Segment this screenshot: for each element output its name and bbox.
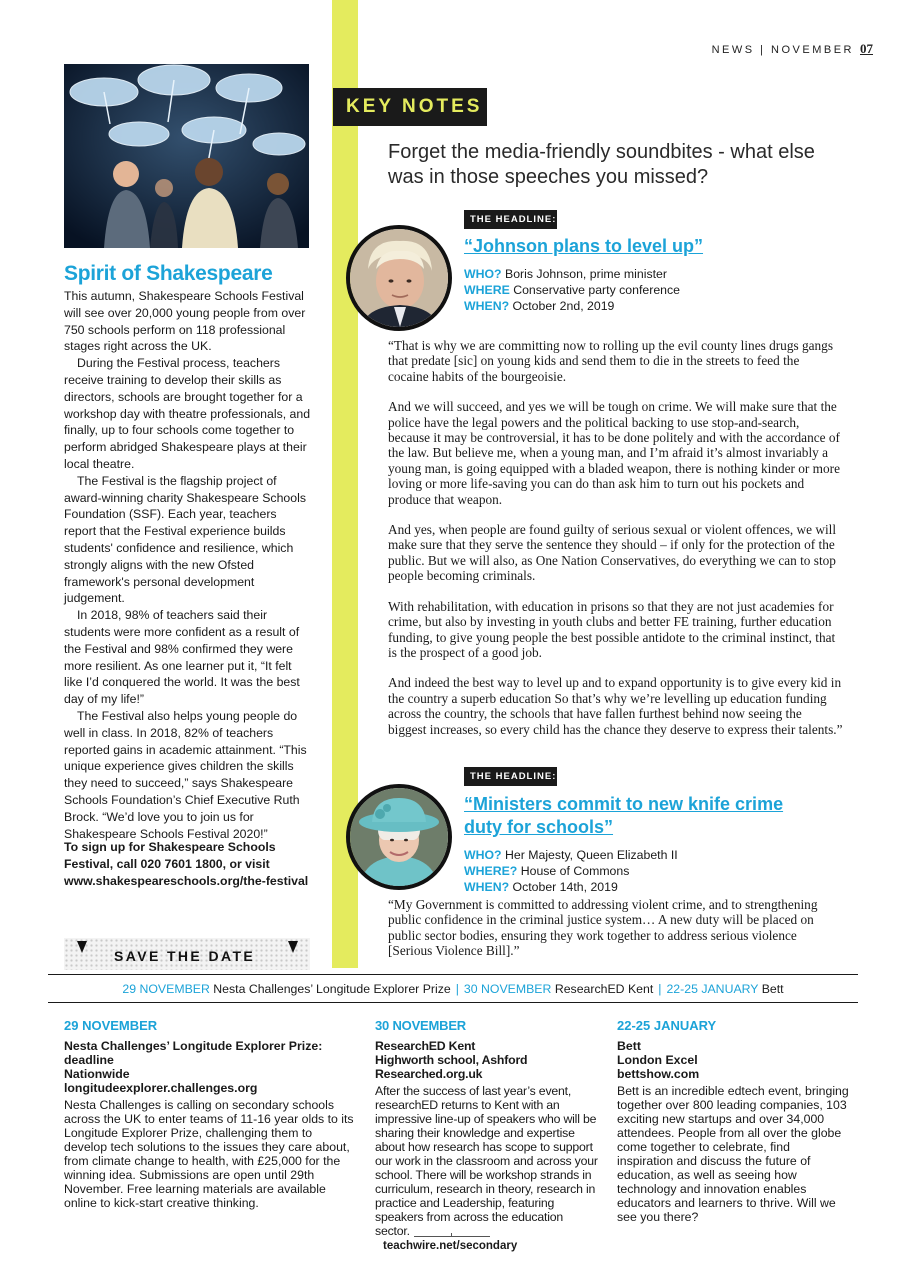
headline-line: “Ministers commit to new knife crime <box>464 794 784 814</box>
event-title-line: Researched.org.uk <box>375 1067 483 1081</box>
meta-value: Her Majesty, Queen Elizabeth II <box>505 848 678 862</box>
article-title: Spirit of Shakespeare <box>64 262 273 285</box>
meta-when <box>464 879 678 895</box>
meta-key: WHO? <box>464 848 502 862</box>
triangle-marker-icon <box>77 941 87 953</box>
event-title-line: London Excel <box>617 1053 698 1067</box>
event-date: 29 NOVEMBER <box>64 1018 158 1033</box>
strip-date: 22-25 JANUARY <box>666 982 759 996</box>
divider <box>48 974 858 975</box>
quote-paragraph: “My Government is committed to addressing violent crime, and to strengthening public confidence in the criminal justice system… A new duty will be placed on public sector bodies, ensuring they work together to address serious violence [Serious Violence Bill].” <box>388 897 818 959</box>
meta-who <box>464 847 678 863</box>
divider <box>48 1002 858 1003</box>
signup-callout: To sign up for Shakespeare Schools Festival, call 020 7601 1800, or visit www.shakespeareschools.org/the-festival <box>64 840 309 888</box>
event-column <box>64 1019 354 1210</box>
meta-value: Boris Johnson, prime minister <box>505 267 667 281</box>
article-paragraph: During the Festival process, teachers receive training to develop their skills as directors, schools are brought together for a workshop day with theatre professionals, and finally, up to four schools come together to perform abridged Shakespeare plays at their local theatre. <box>64 356 311 471</box>
event-column <box>375 1019 601 1238</box>
speech-quote <box>388 897 843 974</box>
event-body: After the success of last year’s event, researchED returns to Kent with an impressive line-up of speakers who will be sharing their knowledge and expertise about how research has scope to support our work in the classroom and across your school. There will be workshop strands in curriculum, research in theory, research in practice and Leadership, featuring speakers from across the education sector. <box>375 1084 598 1238</box>
portrait-johnson <box>346 225 452 331</box>
portrait-queen-illustration <box>350 788 448 886</box>
festival-photo <box>64 64 309 248</box>
portrait-queen <box>346 784 452 890</box>
page-number: 07 <box>860 41 873 56</box>
meta-value: House of Commons <box>520 864 630 878</box>
meta-value: October 2nd, 2019 <box>512 299 615 313</box>
key-notes-intro: Forget the media-friendly soundbites - what else was in those speeches you missed? <box>388 141 815 188</box>
key-notes-label: KEY NOTES <box>333 88 487 126</box>
event-title <box>617 1039 849 1081</box>
meta-key: WHEN? <box>464 299 510 313</box>
event-title <box>64 1039 354 1095</box>
quote-paragraph: And yes, when people are found guilty of serious sexual or violent offences, we will make sure that they serve the sentence they should – if only for the protection of the public. But we will also, as One Nation Conservatives, do everything we can to stop people becoming criminals. <box>388 522 837 584</box>
save-the-date-banner <box>64 938 310 970</box>
section-label: NEWS | NOVEMBER <box>711 44 854 56</box>
event-date: 30 NOVEMBER <box>375 1018 466 1033</box>
event-column <box>617 1019 849 1224</box>
strip-text: ResearchED Kent <box>554 982 654 996</box>
festival-photo-illustration <box>64 64 309 248</box>
article-paragraph: In 2018, 98% of teachers said their students were more confident as a result of the Festival and 98% confirmed they were more resilient. As one learner put it, “It felt like I’d conquered the world. It was the best day of my life!” <box>64 608 300 707</box>
strip-date: 29 NOVEMBER <box>122 982 210 996</box>
meta-block <box>464 266 680 314</box>
quote-paragraph: And we will succeed, and yes we will be tough on crime. We will make sure that the police have the legal powers and the political backing to use stop-and-search, because it may be controversial, it has to be done politely and with the accordance of the law. But believe me, when a young man, and I’m afraid it’s almost invariably a young man, is going equipped with a bladed weapon, there is nothing kinder or more loving or more life-saving you can do than ask him to turn out his pockets and produce that weapon. <box>388 399 840 507</box>
headline-title <box>464 793 783 839</box>
meta-block <box>464 847 678 895</box>
event-title-line: longitudeexplorer.challenges.org <box>64 1081 258 1095</box>
quote-paragraph: With rehabilitation, with education in prisons so that they are not just academies for crime, but also by investing in youth clubs and better FE training, further education funding, to give young people the best possible antidote to the criminal instinct, that is the prospect of a good job. <box>388 598 836 660</box>
meta-key: WHO? <box>464 267 502 281</box>
event-date: 22-25 JANUARY <box>617 1018 717 1033</box>
strip-text: Nesta Challenges’ Longitude Explorer Prize <box>213 982 451 996</box>
speech-quote <box>388 338 843 752</box>
meta-value: Conservative party conference <box>513 283 680 297</box>
event-body: Nesta Challenges is calling on secondary schools across the UK to enter teams of 11-16 year olds to its Longitude Explorer Prize, challenging them to develop tech solutions to the issues they care about, from climate change to health, with £25,000 for the winning idea. Submissions are open until 29th November. Free learning materials are available online to kick-start creative thinking. <box>64 1098 354 1210</box>
save-the-date-label: SAVE THE DATE <box>114 948 256 964</box>
headline-tag: THE HEADLINE: <box>464 210 557 229</box>
portrait-johnson-illustration <box>350 229 448 327</box>
event-body: Bett is an incredible edtech event, bringing together over 800 leading companies, 103 exciting new startups and over 34,000 attendees. People from all over the globe come together to celebrate, find inspiration and discuss the future of education, as well as seeing how technology and innovation enables educators and learners to thrive. Will we see you there? <box>617 1084 849 1224</box>
triangle-marker-icon <box>288 941 298 953</box>
meta-when <box>464 298 680 314</box>
headline-line: duty for schools” <box>464 817 614 837</box>
headline-title: “Johnson plans to level up” <box>464 236 704 256</box>
running-header <box>712 41 873 57</box>
quote-paragraph: “That is why we are committing now to rolling up the evil county lines drugs gangs that predate [sic] on young kids and send them to die in the streets to feed the cocaine habits of the bourgeoisie. <box>388 338 833 384</box>
event-title-line: Bett <box>617 1039 641 1053</box>
article-body <box>64 288 312 842</box>
meta-where <box>464 282 680 298</box>
meta-who <box>464 266 680 282</box>
quote-paragraph: And indeed the best way to level up and to expand opportunity is to give every kid in the country a superb education So that’s why we’re levelling up education funding across the country, the schools that have fallen furthest behind now seeing the biggest increases, so every child has the chance they deserve to express their talents.” <box>388 675 843 737</box>
date-strip: 29 NOVEMBER Nesta Challenges’ Longitude Explorer Prize | 30 NOVEMBER ResearchED Kent | 22-25 JANUARY Bett <box>122 982 784 996</box>
strip-text: Bett <box>761 982 784 996</box>
event-title-line: bettshow.com <box>617 1067 700 1081</box>
meta-where <box>464 863 678 879</box>
event-title <box>375 1039 601 1081</box>
footer-rule <box>414 1236 490 1237</box>
event-title-line: Highworth school, Ashford <box>375 1053 528 1067</box>
footer-url: teachwire.net/secondary <box>383 1240 518 1252</box>
meta-key: WHERE? <box>464 864 518 878</box>
article-paragraph: The Festival also helps young people do well in class. In 2018, 82% of teachers reported gains in academic attainment. “This unique experience gives children the skills they need to succeed,” says Shakespeare Schools Foundation’s Chief Executive Ruth Brock. “We’d love you to join us for Shakespeare Schools Festival 2020!” <box>64 708 307 841</box>
meta-key: WHEN? <box>464 880 510 894</box>
event-title-line: Nesta Challenges’ Longitude Explorer Prize: deadline <box>64 1039 323 1067</box>
meta-key: WHERE <box>464 283 510 297</box>
meta-value: October 14th, 2019 <box>512 880 618 894</box>
headline-tag: THE HEADLINE: <box>464 767 557 786</box>
article-paragraph: The Festival is the flagship project of award-winning charity Shakespeare Schools Foundation (SSF). Each year, teachers report that the Festival experience builds students' confidence and resilience, which strongly aligns with the new Ofsted framework's personal development judgement. <box>64 473 306 606</box>
event-title-line: ResearchED Kent <box>375 1039 476 1053</box>
article-paragraph: This autumn, Shakespeare Schools Festival will see over 20,000 young people from over 750 schools perform on 118 professional stages right across the UK. <box>64 289 306 354</box>
strip-date: 30 NOVEMBER <box>463 982 552 996</box>
event-title-line: Nationwide <box>64 1067 130 1081</box>
